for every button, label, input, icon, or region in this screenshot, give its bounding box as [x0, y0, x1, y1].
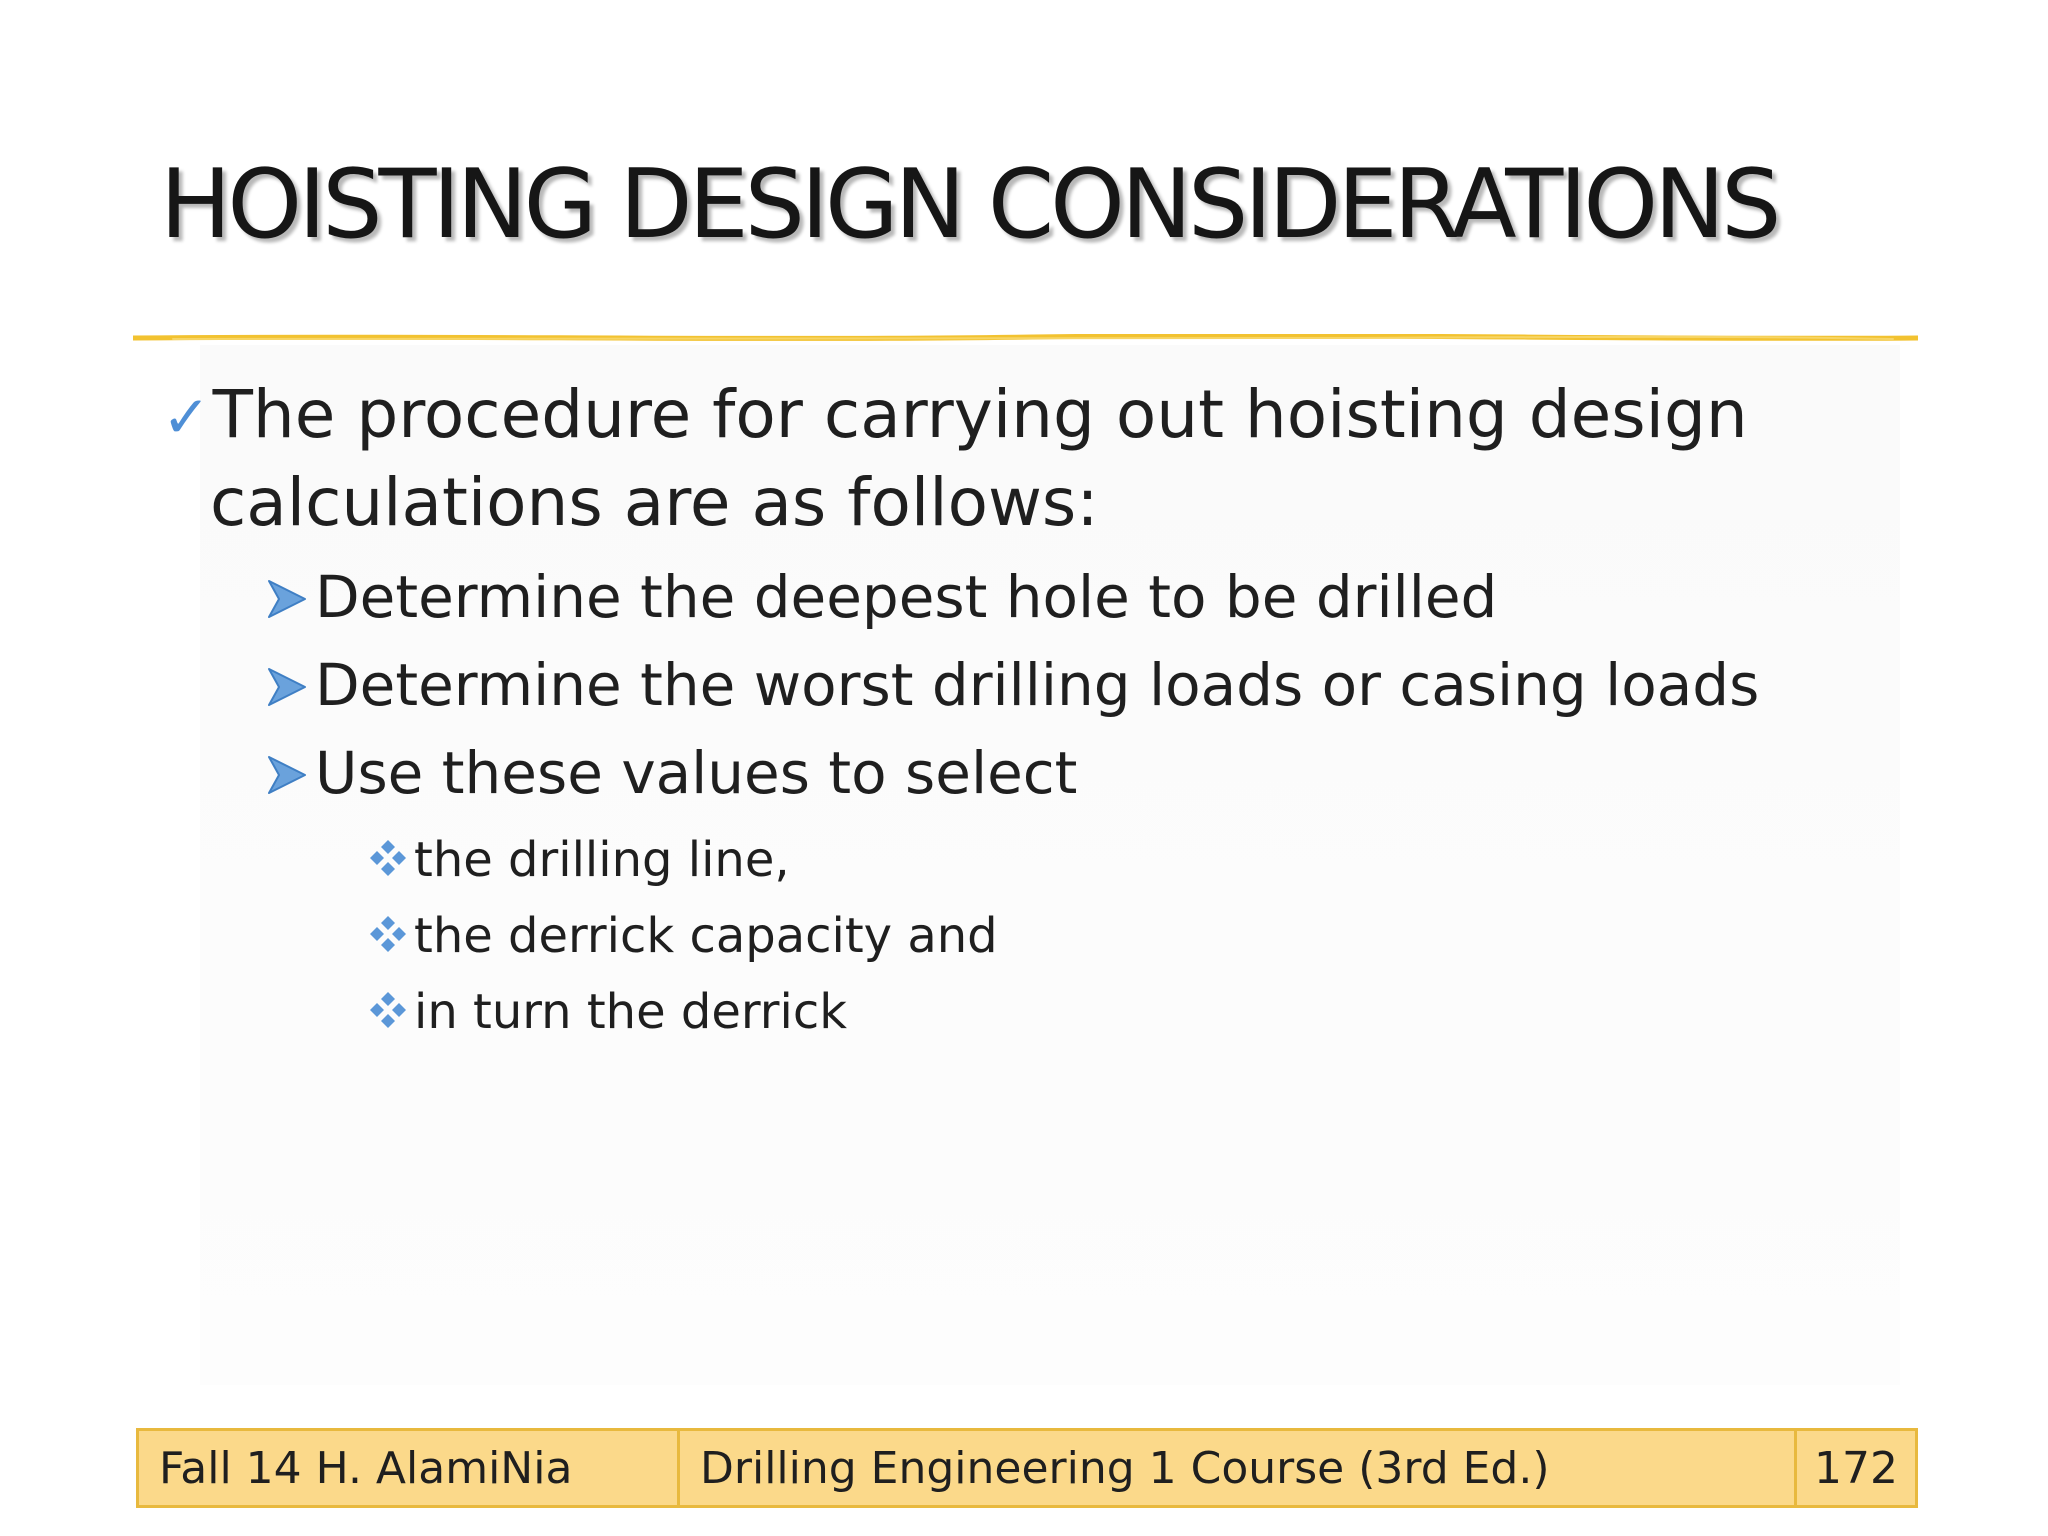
footer-author: Fall 14 H. AlamiNia	[139, 1431, 680, 1505]
bullet-level3	[368, 908, 998, 964]
slide-footer	[136, 1428, 1918, 1508]
bullet-level3	[368, 984, 848, 1040]
bullet-level3	[368, 832, 790, 888]
bullet-text: the drilling line,	[414, 832, 790, 888]
diamond-icon	[368, 838, 408, 878]
bullet-text: in turn the derrick	[414, 984, 848, 1040]
bullet-level2	[265, 651, 1760, 719]
bullet-text: the derrick capacity and	[414, 908, 998, 964]
footer-course: Drilling Engineering 1 Course (3rd Ed.)	[680, 1431, 1797, 1505]
bullet-text: Determine the worst drilling loads or casing loads	[315, 651, 1760, 719]
title-underline	[133, 334, 1918, 342]
arrow-icon	[265, 753, 309, 797]
bullet-level2	[265, 563, 1498, 631]
diamond-icon	[368, 914, 408, 954]
diamond-icon	[368, 990, 408, 1030]
slide-title: HOISTING DESIGN CONSIDERATIONS	[160, 150, 1778, 260]
bullet-level1-continuation	[210, 464, 1099, 541]
bullet-text: The procedure for carrying out hoisting design	[212, 376, 1748, 453]
arrow-icon	[265, 665, 309, 709]
bullet-text: Determine the deepest hole to be drilled	[315, 563, 1498, 631]
footer-page-number: 172	[1814, 1442, 1898, 1494]
bullet-level2	[265, 739, 1078, 807]
bullet-level1	[162, 376, 1748, 453]
check-icon: ✓	[162, 383, 211, 451]
bullet-text: Use these values to select	[315, 739, 1078, 807]
arrow-icon	[265, 577, 309, 621]
bullet-text: calculations are as follows:	[210, 464, 1099, 541]
